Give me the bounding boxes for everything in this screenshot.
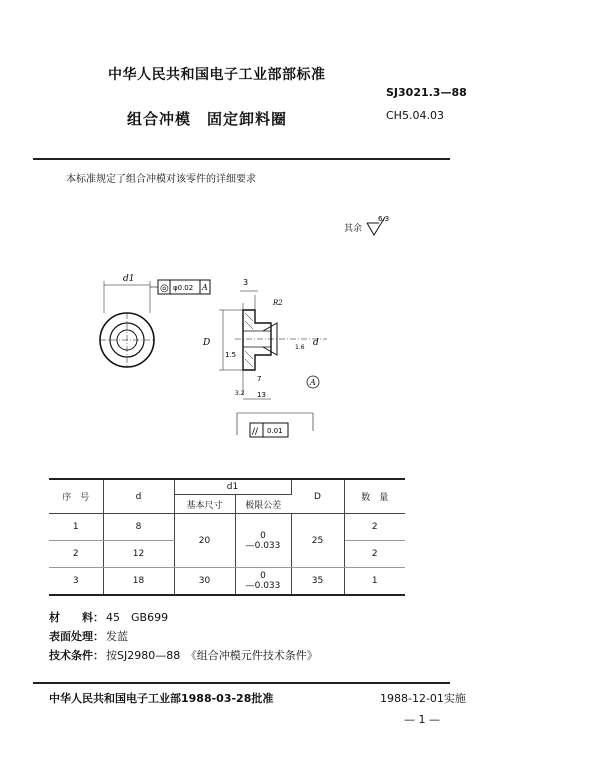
roughness-value: 6.3: [377, 215, 389, 223]
radius-r2: R2: [273, 299, 283, 307]
row-2-qty: 2: [344, 541, 405, 568]
surface-value: 发蓝: [106, 630, 128, 643]
dim-13: 13: [257, 391, 266, 399]
roughness-symbol-icon: [365, 215, 389, 239]
front-view: [100, 274, 154, 367]
notes-block: [49, 608, 318, 665]
dim-7: 7: [257, 375, 262, 383]
footer-rule: [33, 682, 450, 684]
spec-table: [49, 478, 405, 596]
row-3-tol-upper: 0: [260, 571, 266, 581]
coaxiality-frame: [150, 280, 210, 294]
surface-label: 表面处理：: [49, 630, 104, 643]
parallelism-icon: //: [252, 427, 259, 437]
header-d1: d1: [174, 479, 291, 495]
parallelism-tolerance: 0.01: [267, 427, 283, 435]
header-tolerance: 极限公差: [235, 495, 291, 514]
datum-a-circle: A: [310, 378, 316, 387]
material-note: [49, 608, 318, 627]
merged-tol-upper: 0: [260, 530, 266, 541]
merged-D: 25: [291, 514, 344, 568]
roughness-label: 其余: [344, 224, 363, 234]
dim-D: D: [203, 338, 211, 348]
issuer-title: 中华人民共和国电子工业部部标准: [108, 67, 326, 83]
row-3-d: 18: [103, 568, 174, 596]
coaxiality-icon: ◎: [160, 283, 169, 294]
row-3-basic: 30: [174, 568, 235, 596]
header-seq: 序 号: [49, 479, 103, 514]
header-d: d: [103, 479, 174, 514]
approval-text: 中华人民共和国电子工业部1988-03-28批准: [49, 692, 274, 705]
row-2-d: 12: [103, 541, 174, 568]
parallelism-frame: [237, 413, 313, 437]
standard-number: SJ3021.3—88: [386, 86, 467, 99]
header-rule: [33, 158, 450, 160]
dim-3: 3: [243, 278, 249, 287]
intro-text: 本标准规定了组合冲模对该零件的详细要求: [66, 174, 256, 185]
roughness-1-6: 1.6: [295, 344, 305, 351]
row-1-seq: 1: [49, 514, 103, 541]
merged-tol-lower: —0.033: [245, 540, 281, 551]
document-title: 组合冲模 固定卸料圈: [127, 110, 288, 128]
merged-tolerance: [235, 514, 291, 568]
material-label: 材 料：: [49, 611, 104, 624]
tech-note: [49, 646, 318, 665]
merged-basic: 20: [174, 514, 235, 568]
row-1-qty: 2: [344, 514, 405, 541]
technical-drawing: [95, 265, 335, 445]
header-basic-size: 基本尺寸: [174, 495, 235, 514]
dim-1-5: 1.5: [225, 351, 237, 359]
implementation-text: 1988-12-01实施: [380, 692, 466, 705]
roughness-3-2: 3.2: [235, 390, 245, 397]
row-1-d: 8: [103, 514, 174, 541]
tech-label: 技术条件：: [49, 649, 104, 662]
header-D: D: [291, 479, 344, 514]
row-3-seq: 3: [49, 568, 103, 596]
section-view: [202, 278, 327, 399]
row-3-qty: 1: [371, 576, 378, 586]
tech-value: 按SJ2980—88 《组合冲模元件技术条件》: [106, 649, 318, 662]
coaxiality-tolerance: φ0.02: [173, 284, 194, 292]
classification-code: CH5.04.03: [386, 109, 444, 122]
page-number: — 1 —: [404, 713, 440, 726]
row-2-seq: 2: [49, 541, 103, 568]
row-3-D: 35: [291, 568, 344, 596]
dim-d: d: [313, 338, 319, 348]
coaxiality-datum: A: [202, 283, 208, 292]
row-3-tolerance: [235, 568, 291, 596]
roughness-note: [344, 215, 389, 239]
header-qty: 数 量: [344, 479, 405, 514]
material-value: 45 GB699: [106, 611, 169, 624]
dim-d1: d1: [123, 274, 135, 284]
surface-note: [49, 627, 318, 646]
row-3-tol-lower: —0.033: [245, 581, 281, 591]
